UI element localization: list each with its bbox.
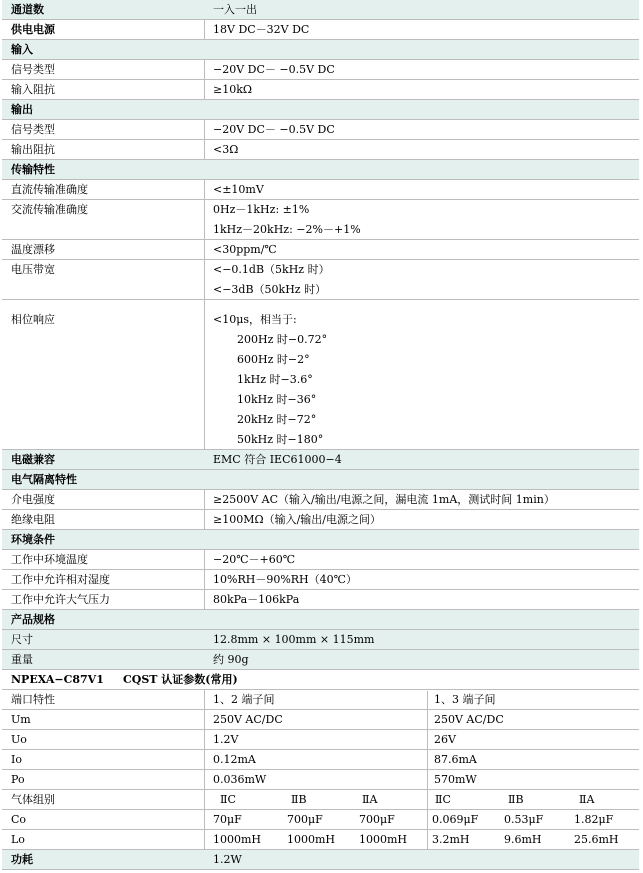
consumption-label: 功耗 [11,853,33,866]
dielectric-value: ≥2500V AC（输入/输出/电源之间，漏电流 1mA，测试时间 1min） [213,493,555,506]
row-ac-accuracy [2,200,639,240]
bandwidth-value-1: <−0.1dB（5kHz 时） [213,263,330,276]
bandwidth-label: 电压带宽 [11,263,55,276]
phase-intro: <10μs，相当于: [213,313,297,326]
row-channels [2,0,639,20]
cqst-value-a: 0.12mA [213,753,256,766]
co-col: 70μF [213,813,242,826]
dc-accuracy-value: <±10mV [213,183,264,196]
co-col: 0.53μF [504,813,544,826]
cqst-value-b: 26V [434,733,456,746]
input-impedance-value: ≥10kΩ [213,83,252,96]
cqst-row [2,690,639,710]
lo-col: 9.6mH [504,833,542,846]
lo-col: 1000mH [213,833,262,846]
row-emc [2,450,639,470]
phase-label: 相位响应 [11,313,55,326]
gas-col: ⅡC [220,793,236,806]
input-impedance-label: 输入阻抗 [11,83,55,96]
phase-item: 200Hz 时−0.72° [237,333,328,346]
ac-accuracy-label: 交流传输准确度 [11,203,88,216]
weight-value: 约 90g [213,653,249,666]
row-env-pressure [2,590,639,610]
cqst-label: Um [11,713,31,726]
lo-label: Lo [11,833,25,846]
cqst-row [2,750,639,770]
power-value: 18V DC－32V DC [213,23,310,36]
lo-col: 1000mH [287,833,336,846]
lo-col: 1000mH [359,833,408,846]
size-label: 尺寸 [11,633,33,646]
input-signal-label: 信号类型 [11,63,55,76]
section-transfer [2,160,639,180]
channels-label: 通道数 [11,3,44,16]
output-impedance-value: <3Ω [213,143,239,156]
gas-col: ⅡB [291,793,307,806]
output-signal-label: 信号类型 [11,123,55,136]
output-impedance-label: 输出阻抗 [11,143,55,156]
row-phase [2,300,639,450]
input-signal-value: −20V DC－ −0.5V DC [213,63,335,76]
co-col: 1.82μF [574,813,614,826]
input-heading: 输入 [11,43,33,56]
row-bandwidth [2,260,639,300]
cqst-co-row [2,810,639,830]
row-insulation [2,510,639,530]
bandwidth-value-2: <−3dB（50kHz 时） [213,283,327,296]
cqst-value-a: 1.2V [213,733,239,746]
lo-col: 25.6mH [574,833,619,846]
ac-accuracy-value-1: 0Hz－1kHz: ±1% [213,203,310,216]
gas-label: 气体组别 [11,793,55,806]
phase-item: 50kHz 时−180° [237,433,324,446]
env-humidity-value: 10%RH－90%RH（40℃） [213,573,357,586]
section-cqst [2,670,639,690]
co-col: 700μF [287,813,323,826]
emc-value: EMC 符合 IEC61000−4 [213,453,342,466]
env-temp-value: −20℃－+60℃ [213,553,296,566]
section-isolation [2,470,639,490]
temp-drift-value: <30ppm/℃ [213,243,277,256]
channels-value: 一入一出 [213,3,257,16]
row-weight [2,650,639,670]
cqst-value-b: 1、3 端子间 [434,693,496,706]
gas-col: ⅡA [579,793,595,806]
insulation-label: 绝缘电阻 [11,513,55,526]
isolation-heading: 电气隔离特性 [11,473,77,486]
env-pressure-value: 80kPa－106kPa [213,593,300,606]
gas-col: ⅡB [508,793,524,806]
phase-item: 20kHz 时−72° [237,413,317,426]
lo-col: 3.2mH [432,833,470,846]
cqst-value-b: 87.6mA [434,753,477,766]
env-pressure-label: 工作中允许大气压力 [11,593,110,606]
cqst-value-a: 1、2 端子间 [213,693,275,706]
row-size [2,630,639,650]
output-signal-value: −20V DC－ −0.5V DC [213,123,335,136]
dielectric-label: 介电强度 [11,493,55,506]
env-temp-label: 工作中环境温度 [11,553,88,566]
consumption-value: 1.2W [213,853,242,866]
row-input-signal [2,60,639,80]
power-label: 供电电源 [11,23,55,36]
cqst-row [2,710,639,730]
cqst-label: 端口特性 [11,693,55,706]
cqst-value-b: 570mW [434,773,477,786]
cqst-label: Io [11,753,22,766]
phase-item: 1kHz 时−3.6° [237,373,313,386]
cqst-lo-row [2,830,639,850]
cqst-value-b: 250V AC/DC [434,713,504,726]
section-product [2,610,639,630]
gas-col: ⅡA [362,793,378,806]
section-output [2,100,639,120]
cqst-label: Uo [11,733,27,746]
row-dielectric [2,490,639,510]
section-environment [2,530,639,550]
cqst-row [2,730,639,750]
dc-accuracy-label: 直流传输准确度 [11,183,88,196]
size-value: 12.8mm × 100mm × 115mm [213,633,375,646]
co-col: 0.069μF [432,813,479,826]
ac-accuracy-value-2: 1kHz－20kHz: −2%－+1% [213,223,361,236]
cqst-heading: NPEXA−C87V1 CQST 认证参数(常用) [11,673,238,686]
row-output-impedance [2,140,639,160]
product-heading: 产品规格 [11,613,55,626]
row-output-signal [2,120,639,140]
row-temp-drift [2,240,639,260]
row-consumption [2,850,639,870]
row-env-temp [2,550,639,570]
co-col: 700μF [359,813,395,826]
section-input [2,40,639,60]
gas-col: ⅡC [435,793,451,806]
phase-item: 10kHz 时−36° [237,393,317,406]
cqst-row [2,770,639,790]
cqst-label: Po [11,773,25,786]
cqst-value-a: 250V AC/DC [213,713,283,726]
row-power [2,20,639,40]
co-label: Co [11,813,27,826]
phase-item: 600Hz 时−2° [237,353,310,366]
row-dc-accuracy [2,180,639,200]
cqst-gas-row [2,790,639,810]
env-humidity-label: 工作中允许相对湿度 [11,573,110,586]
temp-drift-label: 温度漂移 [11,243,55,256]
environment-heading: 环境条件 [11,533,55,546]
output-heading: 输出 [11,103,33,116]
weight-label: 重量 [11,653,33,666]
row-env-humidity [2,570,639,590]
cqst-value-a: 0.036mW [213,773,267,786]
transfer-heading: 传输特性 [11,163,55,176]
insulation-value: ≥100MΩ（输入/输出/电源之间） [213,513,382,526]
emc-label: 电磁兼容 [11,453,55,466]
row-input-impedance [2,80,639,100]
